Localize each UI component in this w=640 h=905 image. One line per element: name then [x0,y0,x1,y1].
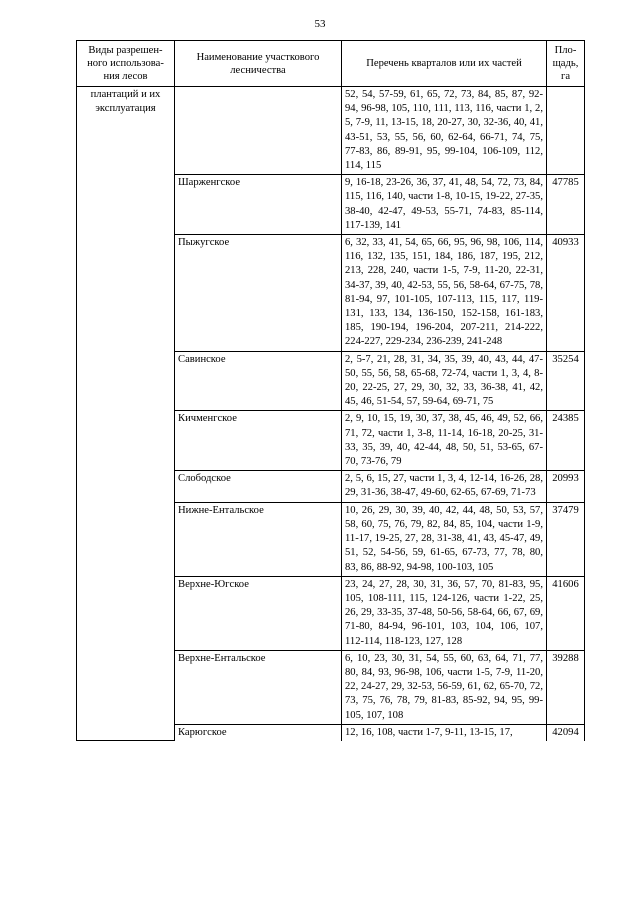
forestry-name-cell: Кичменгское [175,411,342,471]
forestry-name-cell: Слободское [175,471,342,502]
quarters-cell: 9, 16-18, 23-26, 36, 37, 41, 48, 54, 72, 73, 84, 115, 116, 140, части 1-8, 10-15, 19-22, 27-35, 38-40, 42-47, 49-53, 55-71, 74-83, 85-114, 117-139, 141 [342,175,547,235]
area-cell: 40933 [547,235,585,352]
forestry-name-cell: Верхне-Ентальское [175,650,342,724]
quarters-cell: 2, 9, 10, 15, 19, 30, 37, 38, 45, 46, 49, 52, 66, 71, 72, части 1, 3-8, 11-14, 16-18, 20-25, 31-33, 35, 39, 40, 42-44, 48, 50, 51, 53-65, 67-70, 73-76, 79 [342,411,547,471]
quarters-cell: 10, 26, 29, 30, 39, 40, 42, 44, 48, 50, 53, 57, 58, 60, 75, 76, 79, 82, 84, 85, 104, части 1-9, 11-17, 19-25, 27, 28, 31-38, 41, 43, 45-47, 49, 51, 52, 54-56, 59, 61-65, 67-73, 77, 78, 80, 83, 86, 88-92, 94-98, 100-103, 105 [342,502,547,576]
header-usage-types: Виды разрешен-ного использова-ния лесов [77,41,175,87]
quarters-cell: 23, 24, 27, 28, 30, 31, 36, 57, 70, 81-83, 95, 105, 108-111, 115, 124-126, части 1-22, 25, 26, 29, 33-35, 37-48, 50-56, 58-64, 66, 67, 69, 71-80, 84-94, 96-101, 103, 104, 106, 107, 112-114, 118-123, 127, 128 [342,576,547,650]
header-forestry-name: Наименование участкового лесничества [175,41,342,87]
area-cell: 47785 [547,175,585,235]
forestry-name-cell [175,87,342,175]
forest-quarters-table [76,40,585,741]
area-cell: 42094 [547,724,585,741]
forestry-name-cell: Савинское [175,351,342,411]
forestry-name-cell: Шарженгское [175,175,342,235]
quarters-cell: 6, 10, 23, 30, 31, 54, 55, 60, 63, 64, 71, 77, 80, 84, 93, 96-98, 106, части 1-5, 7-9, 11-20, 22, 24-27, 29, 32-53, 56-59, 61, 62, 65-70, 72, 73, 75, 76, 78, 79, 81-83, 85-92, 94, 95, 99-105, 107, 108 [342,650,547,724]
quarters-cell: 12, 16, 108, части 1-7, 9-11, 13-15, 17, [342,724,547,741]
area-cell: 37479 [547,502,585,576]
quarters-cell: 2, 5-7, 21, 28, 31, 34, 35, 39, 40, 43, 44, 47-50, 55, 56, 58, 65-68, 72-74, части 1, 3, 4, 8-20, 22-25, 27, 29, 30, 32, 33, 36-38, 41, 42, 45, 46, 51-54, 57, 59-64, 69-71, 75 [342,351,547,411]
forestry-name-cell: Верхне-Югское [175,576,342,650]
usage-type-cell: плантаций и их эксплуатация [77,87,175,741]
area-cell: 41606 [547,576,585,650]
page-number: 53 [314,18,326,30]
forestry-name-cell: Нижне-Ентальское [175,502,342,576]
header-quarters-list: Перечень кварталов или их частей [342,41,547,87]
forestry-name-cell: Пыжугское [175,235,342,352]
area-cell: 20993 [547,471,585,502]
table-header-row [77,41,585,87]
quarters-cell: 52, 54, 57-59, 61, 65, 72, 73, 84, 85, 87, 92-94, 96-98, 105, 110, 111, 113, 116, части 1, 2, 5, 7-9, 11, 13-15, 18, 20-27, 30, 32-36, 40, 41, 43-51, 53, 55, 56, 60, 62-64, 66-71, 74, 75, 77-83, 86, 89-91, 95, 99-104, 106-109, 112, 114, 115 [342,87,547,175]
area-cell [547,87,585,175]
quarters-cell: 2, 5, 6, 15, 27, части 1, 3, 4, 12-14, 16-26, 28, 29, 31-36, 38-47, 49-60, 62-65, 67-69, 71-73 [342,471,547,502]
area-cell: 24385 [547,411,585,471]
area-cell: 39288 [547,650,585,724]
table-row [77,87,585,175]
forestry-name-cell: Карюгское [175,724,342,741]
header-area: Пло-щадь, га [547,41,585,87]
area-cell: 35254 [547,351,585,411]
quarters-cell: 6, 32, 33, 41, 54, 65, 66, 95, 96, 98, 106, 114, 116, 132, 135, 151, 184, 186, 187, 195, 212, 213, 228, 240, части 1-5, 7-9, 11-20, 22-31, 34-37, 39, 40, 42-53, 55, 56, 58-64, 67-75, 78, 81-94, 97, 101-105, 107-113, 115, 117, 119-131, 133, 134, 136-150, 152-158, 161-183, 185, 190-194, 196-204, 207-211, 214-222, 224-227, 229-234, 236-239, 241-248 [342,235,547,352]
